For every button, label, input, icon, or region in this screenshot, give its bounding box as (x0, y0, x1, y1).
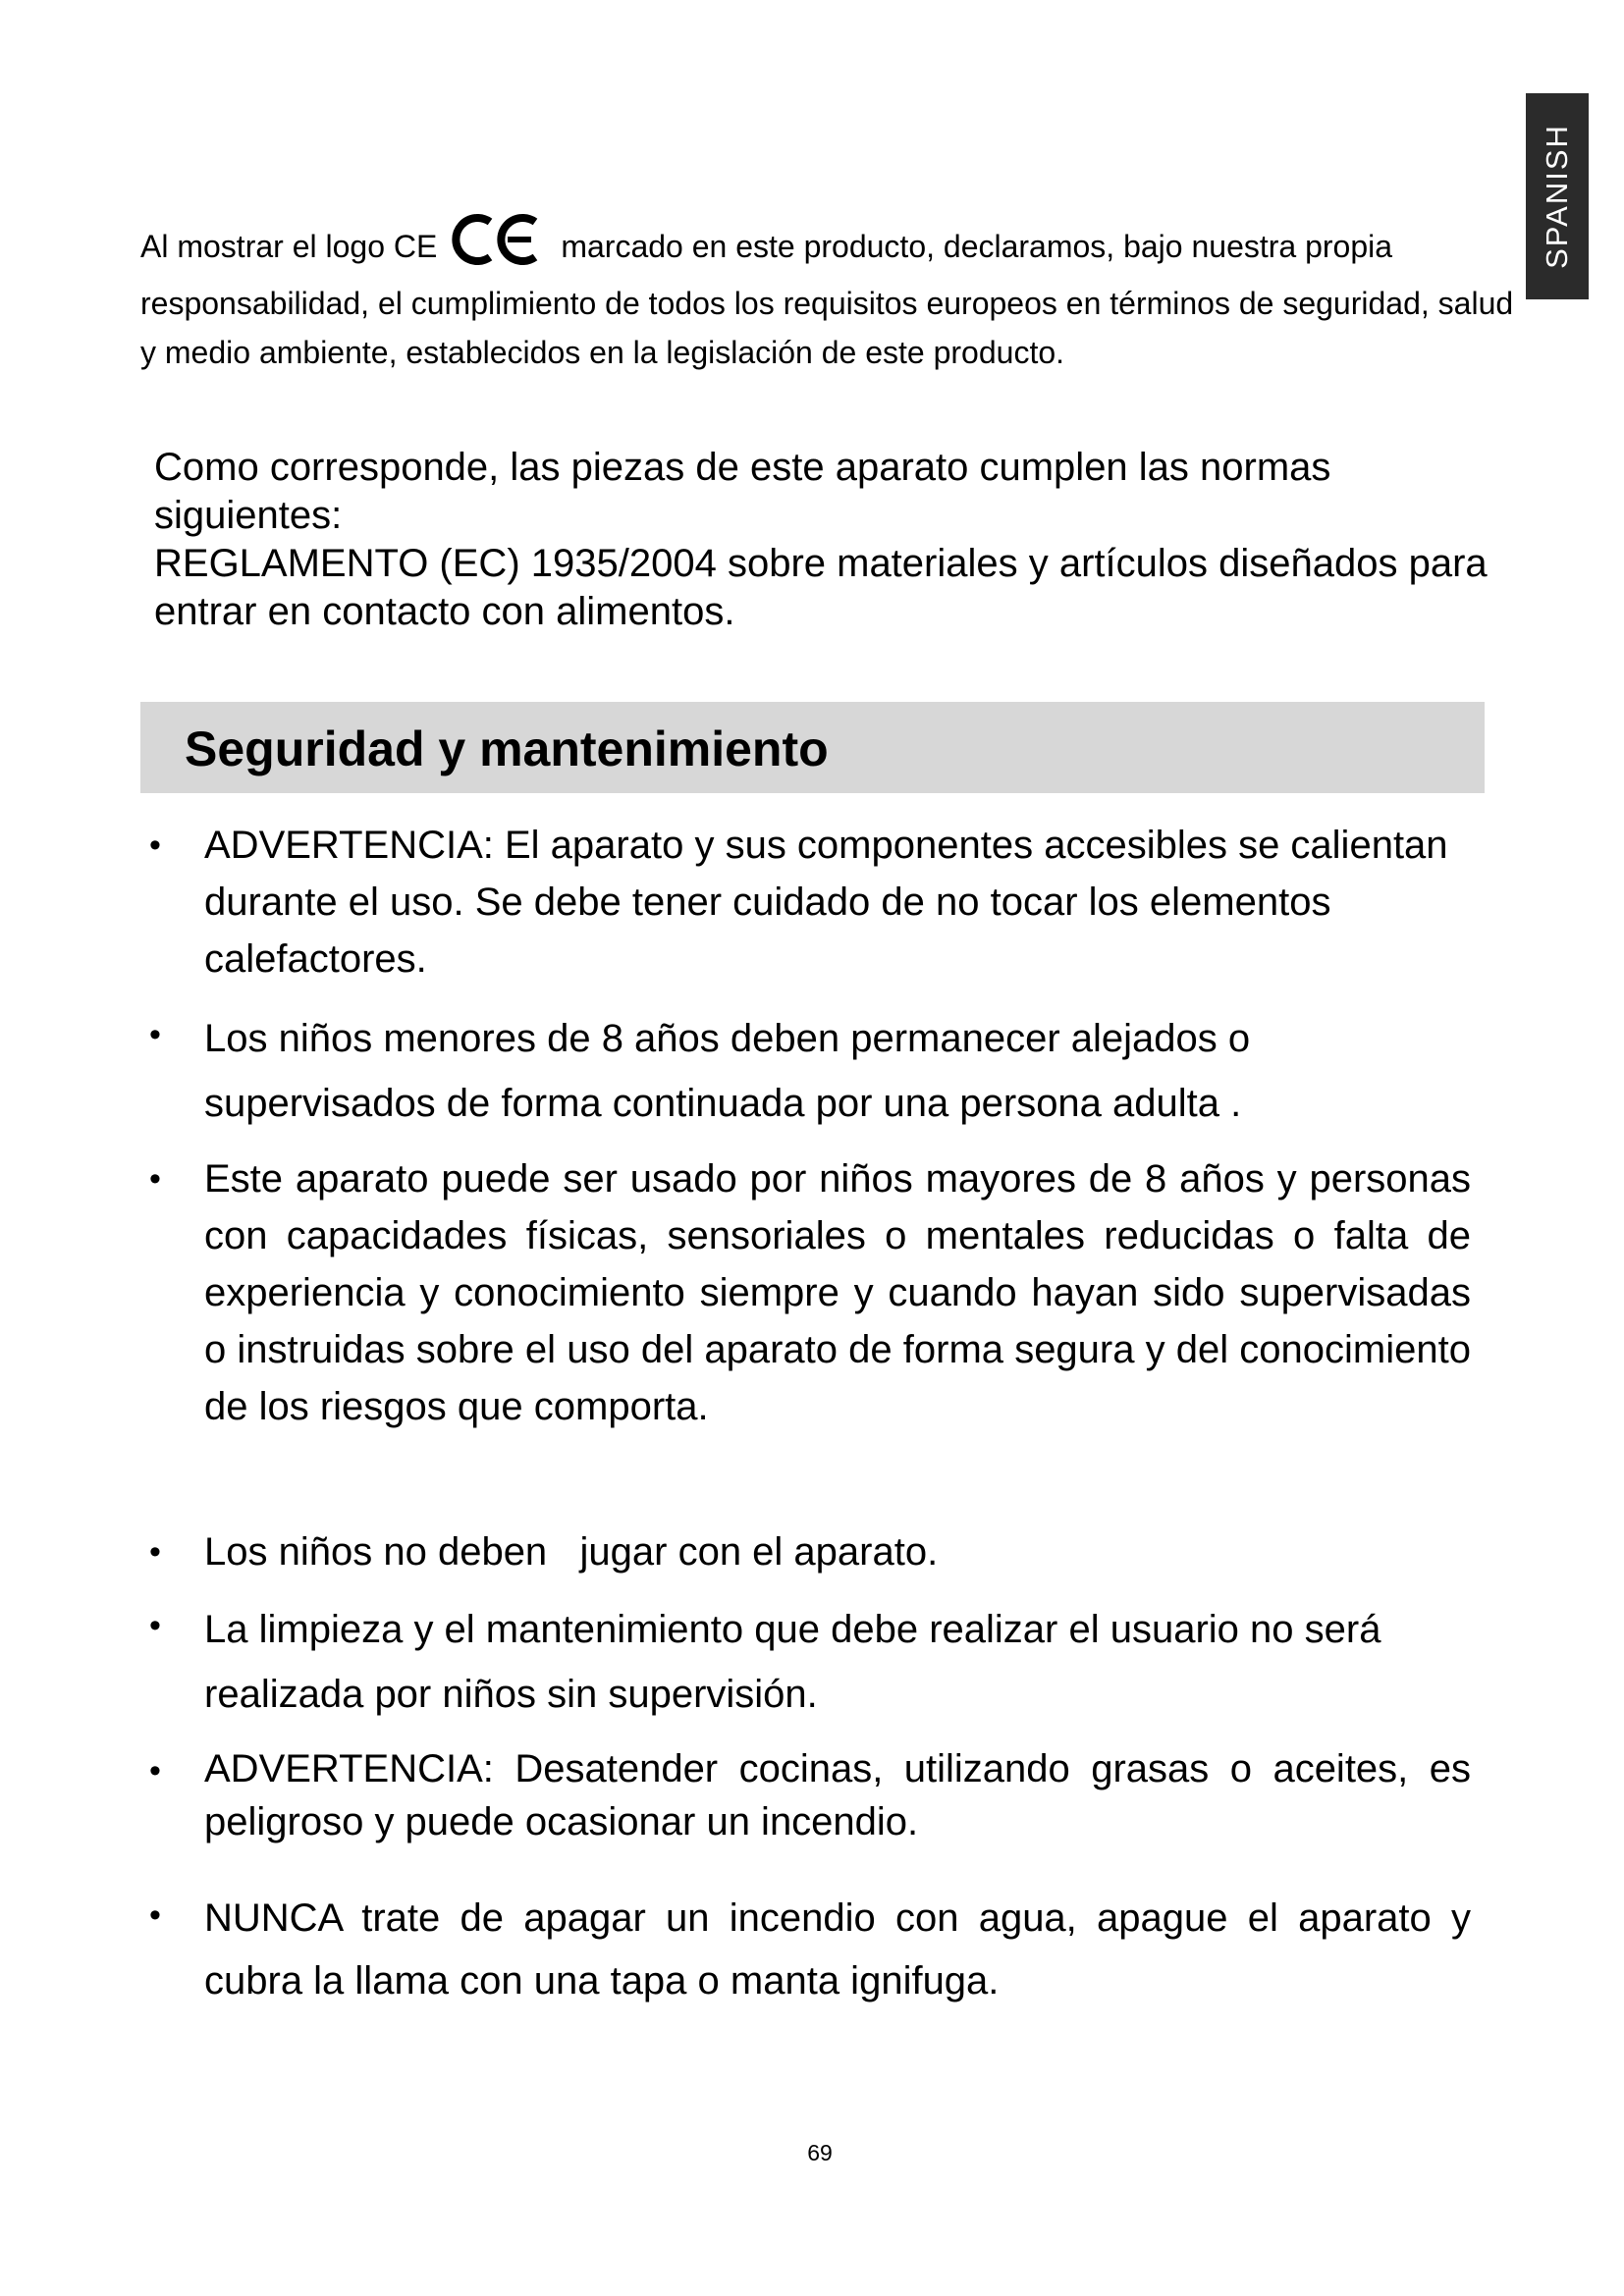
ce-declaration-paragraph (140, 214, 1515, 377)
list-item-text: Los niños menores de 8 años deben permanecer alejados o supervisados de forma continuada por una persona adulta . (204, 1017, 1251, 1125)
bullet-icon: • (149, 1533, 161, 1571)
ce-logo-icon (451, 214, 539, 279)
ce-text-before-logo: Al mostrar el logo CE (140, 229, 438, 264)
list-item-text: NUNCA trate de apagar un incendio con agua, apague el aparato y cubra la llama con una tapa o manta ignifuga. (204, 1896, 1471, 2002)
regulation-text: REGLAMENTO (EC) 1935/2004 sobre materiales y artículos diseñados para entrar en contacto con alimentos. (154, 542, 1488, 633)
section-header-bar (140, 702, 1485, 793)
ce-text-after-logo: marcado en este producto, declaramos, bajo nuestra propia responsabilidad, el cumplimiento de todos los requisitos europeos en términos de seguridad, salud y medio ambiente, establecidos en la legislación de este producto. (140, 229, 1514, 370)
bullet-icon: • (149, 1016, 161, 1053)
list-item-text: La limpieza y el mantenimiento que debe realizar el usuario no será realizada por niños sin supervisión. (204, 1608, 1381, 1716)
language-label: SPANISH (1540, 124, 1575, 269)
section-title: Seguridad y mantenimiento (185, 721, 829, 776)
norms-block (154, 444, 1509, 636)
list-item-text: Los niños no deben jugar con el aparato. (204, 1530, 939, 1574)
bullet-icon: • (149, 1752, 161, 1789)
bullet-icon: • (149, 1160, 161, 1198)
bullet-icon: • (149, 1896, 161, 1934)
language-side-tab (1526, 93, 1589, 299)
list-item-text: ADVERTENCIA: Desatender cocinas, utilizando grasas o aceites, es peligroso y puede ocasionar un incendio. (204, 1747, 1471, 1843)
bullet-icon: • (149, 1607, 161, 1644)
norms-statement: Como corresponde, las piezas de este aparato cumplen las normas siguientes: (154, 446, 1331, 537)
page-number: 69 (807, 2140, 833, 2165)
bullet-icon: • (149, 827, 161, 864)
list-item-text: ADVERTENCIA: El aparato y sus componentes accesibles se calientan durante el uso. Se debe tener cuidado de no tocar los elementos calefactores. (204, 824, 1448, 981)
list-item-text: Este aparato puede ser usado por niños mayores de 8 años y personas con capacidades físicas, sensoriales o mentales reducidas o falta de experiencia y conocimiento siempre y cuando hayan sido supervisadas o instruidas sobre el uso del aparato de forma segura y del conocimiento de los riesgos que comporta. (204, 1157, 1471, 1428)
